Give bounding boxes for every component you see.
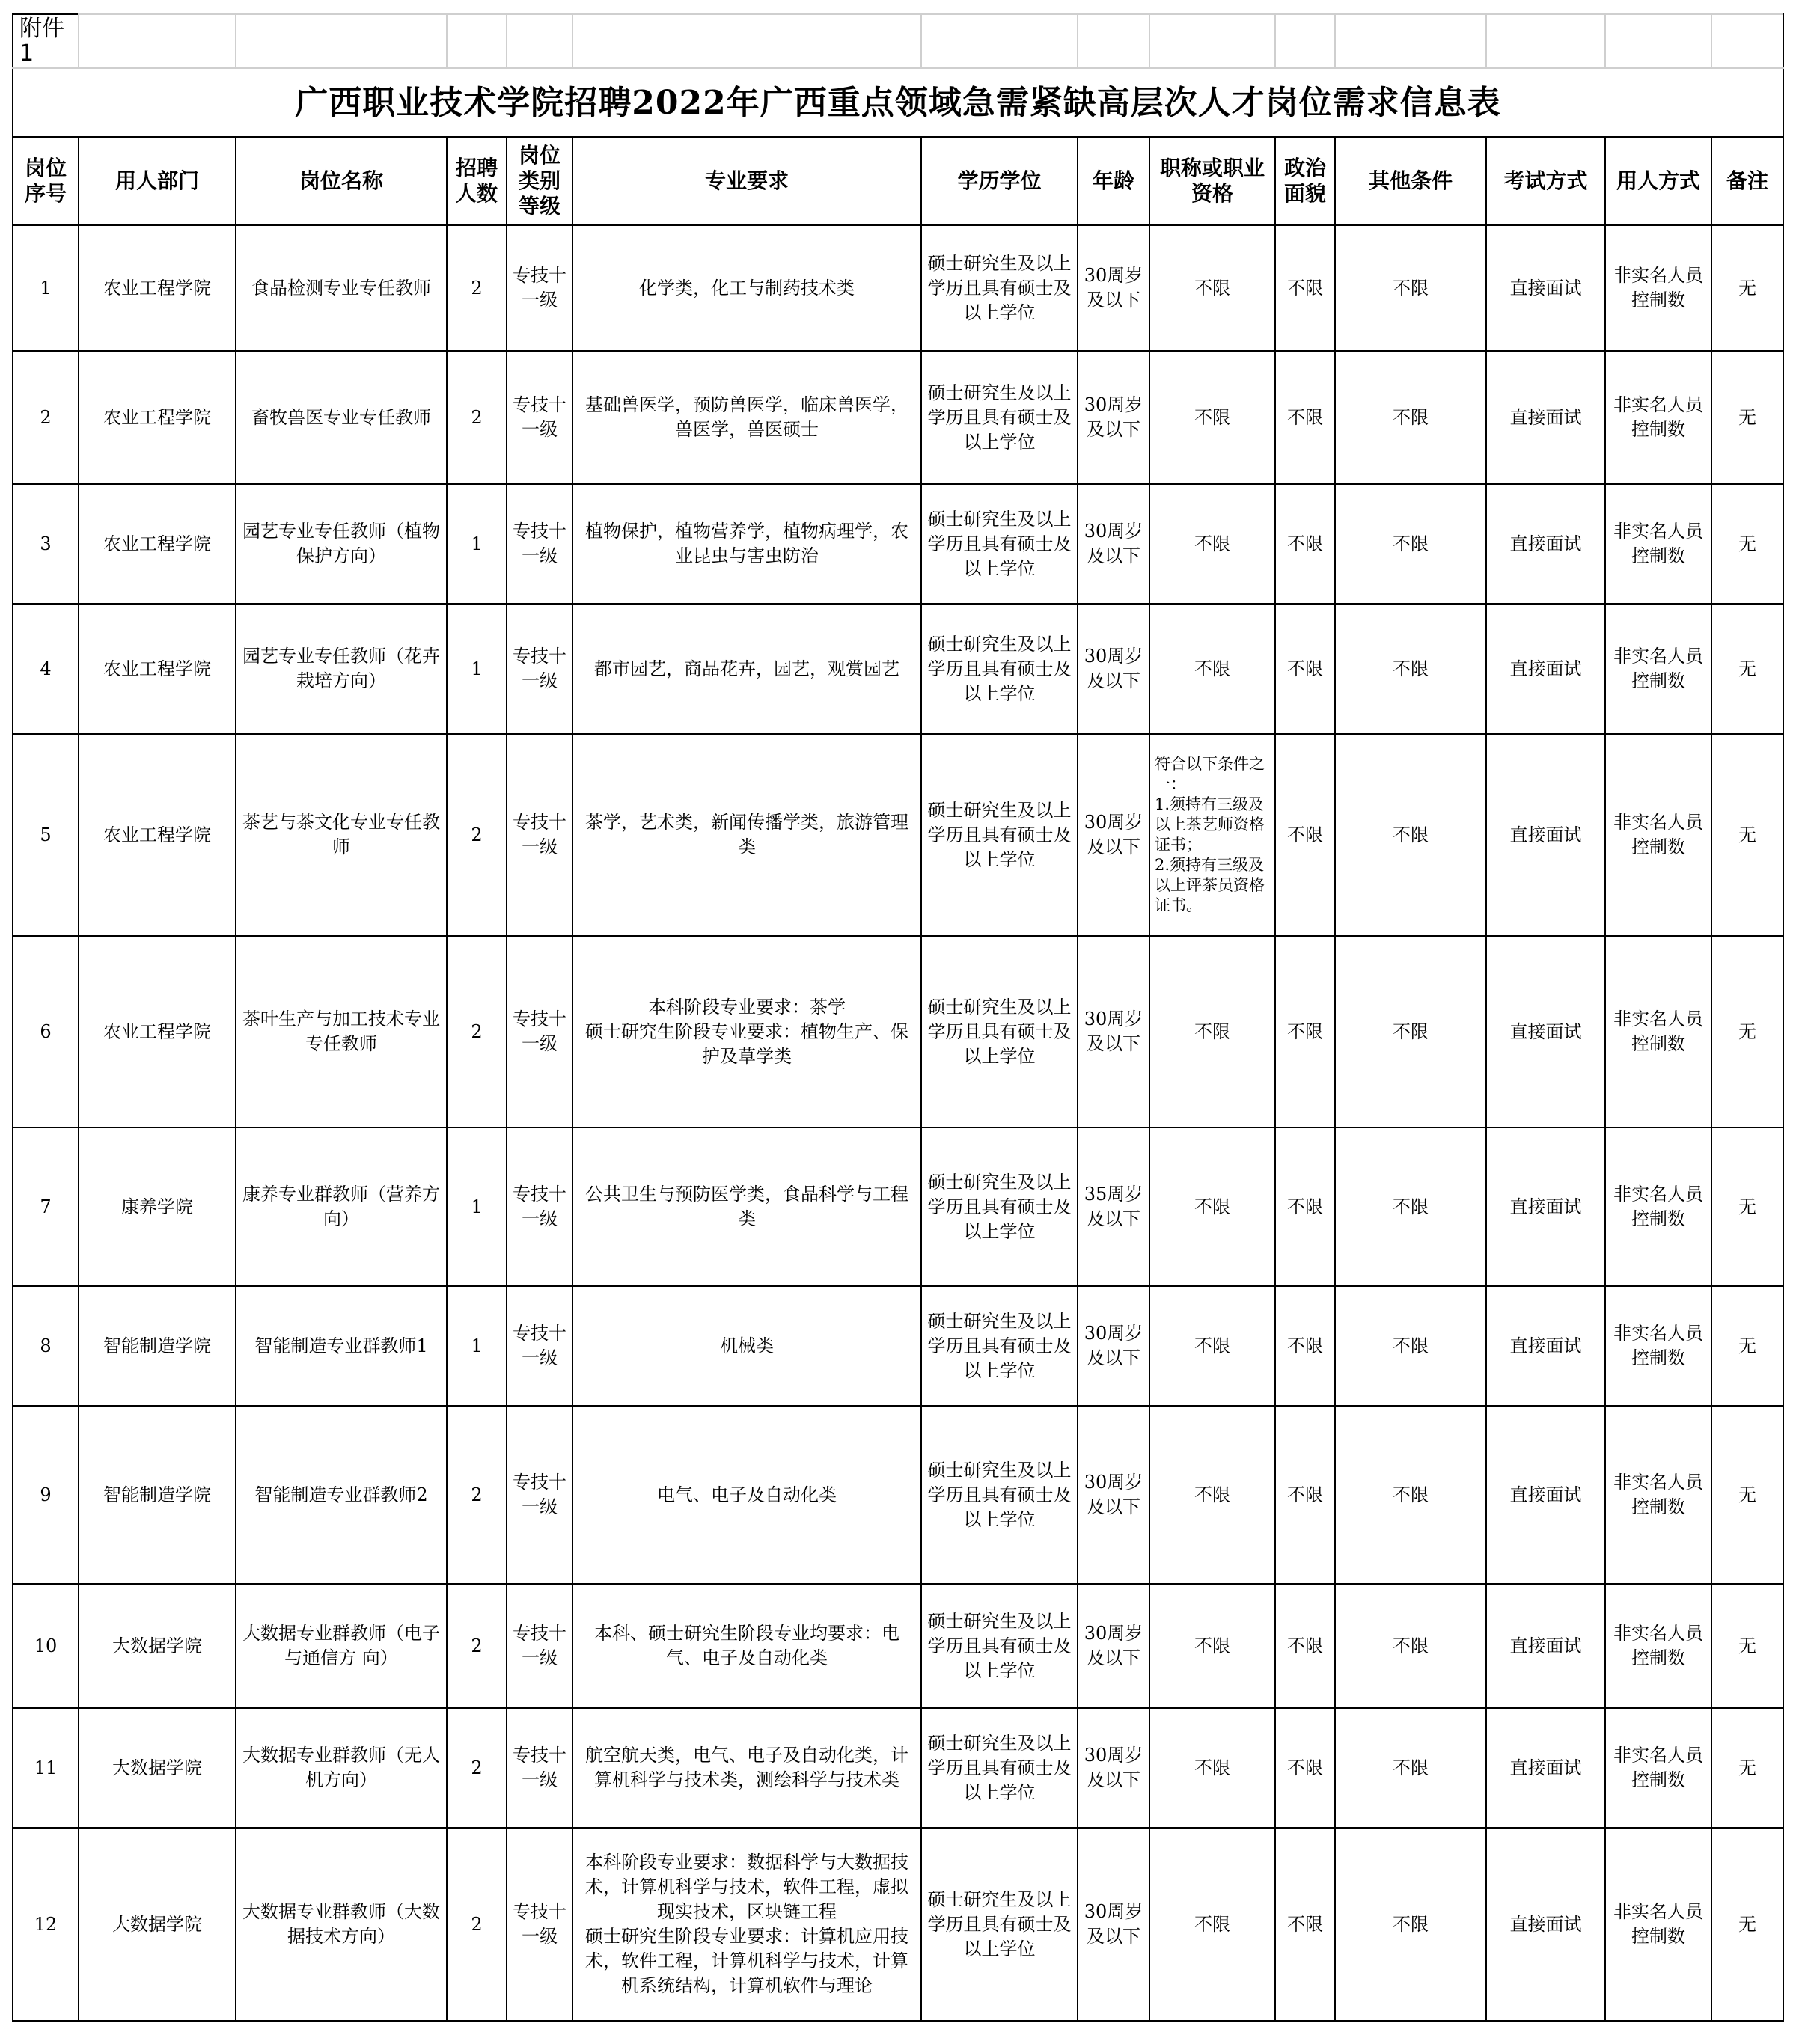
age-cell: 30周岁及以下 <box>1078 484 1149 604</box>
political-cell: 不限 <box>1275 351 1335 484</box>
level-cell: 专技十一级 <box>507 1708 572 1828</box>
exam-cell: 直接面试 <box>1486 936 1605 1127</box>
level-cell: 专技十一级 <box>507 484 572 604</box>
title-req-cell: 不限 <box>1149 1828 1275 2021</box>
dept-cell: 康养学院 <box>79 1127 236 1286</box>
major-cell: 航空航天类，电气、电子及自动化类，计算机科学与技术类，测绘科学与技术类 <box>572 1708 921 1828</box>
dept-cell: 农业工程学院 <box>79 936 236 1127</box>
header-cell: 学历学位 <box>921 137 1078 225</box>
header-cell: 岗位类别等级 <box>507 137 572 225</box>
count-cell: 2 <box>447 936 507 1127</box>
political-cell: 不限 <box>1275 1708 1335 1828</box>
exam-cell: 直接面试 <box>1486 1708 1605 1828</box>
table-row <box>13 1127 1783 1286</box>
employ-cell: 非实名人员控制数 <box>1605 351 1711 484</box>
post-no-cell: 11 <box>13 1708 79 1828</box>
exam-cell: 直接面试 <box>1486 351 1605 484</box>
post-name-cell: 茶艺与茶文化专业专任教师 <box>236 734 447 936</box>
count-cell: 2 <box>447 1584 507 1708</box>
note-cell: 无 <box>1711 604 1783 734</box>
level-cell: 专技十一级 <box>507 1584 572 1708</box>
title-req-cell: 不限 <box>1149 1584 1275 1708</box>
count-cell: 1 <box>447 604 507 734</box>
degree-cell: 硕士研究生及以上学历且具有硕士及以上学位 <box>921 734 1078 936</box>
note-cell: 无 <box>1711 936 1783 1127</box>
attachment-label: 附件1 <box>13 14 79 68</box>
post-no-cell: 3 <box>13 484 79 604</box>
employ-cell: 非实名人员控制数 <box>1605 1127 1711 1286</box>
title-req-cell: 不限 <box>1149 351 1275 484</box>
major-cell: 公共卫生与预防医学类，食品科学与工程类 <box>572 1127 921 1286</box>
title-row <box>13 68 1783 137</box>
post-no-cell: 12 <box>13 1828 79 2021</box>
employ-cell: 非实名人员控制数 <box>1605 225 1711 351</box>
political-cell: 不限 <box>1275 1406 1335 1584</box>
political-cell: 不限 <box>1275 1127 1335 1286</box>
major-cell: 本科、硕士研究生阶段专业均要求：电气、电子及自动化类 <box>572 1584 921 1708</box>
header-cell: 岗位名称 <box>236 137 447 225</box>
employ-cell: 非实名人员控制数 <box>1605 1286 1711 1406</box>
post-no-cell: 7 <box>13 1127 79 1286</box>
dept-cell: 农业工程学院 <box>79 484 236 604</box>
post-name-cell: 大数据专业群教师（电子与通信方 向） <box>236 1584 447 1708</box>
level-cell: 专技十一级 <box>507 734 572 936</box>
table-row <box>13 1286 1783 1406</box>
table-row <box>13 604 1783 734</box>
other-cell: 不限 <box>1335 734 1486 936</box>
level-cell: 专技十一级 <box>507 1828 572 2021</box>
degree-cell: 硕士研究生及以上学历且具有硕士及以上学位 <box>921 484 1078 604</box>
table-row <box>13 936 1783 1127</box>
degree-cell: 硕士研究生及以上学历且具有硕士及以上学位 <box>921 1286 1078 1406</box>
degree-cell: 硕士研究生及以上学历且具有硕士及以上学位 <box>921 225 1078 351</box>
exam-cell: 直接面试 <box>1486 604 1605 734</box>
note-cell: 无 <box>1711 225 1783 351</box>
header-cell: 用人方式 <box>1605 137 1711 225</box>
table-row <box>13 225 1783 351</box>
header-cell: 其他条件 <box>1335 137 1486 225</box>
table-row <box>13 734 1783 936</box>
exam-cell: 直接面试 <box>1486 225 1605 351</box>
count-cell: 2 <box>447 225 507 351</box>
attachment-row <box>13 14 1783 68</box>
post-name-cell: 智能制造专业群教师1 <box>236 1286 447 1406</box>
political-cell: 不限 <box>1275 604 1335 734</box>
post-name-cell: 大数据专业群教师（大数据技术方向） <box>236 1828 447 2021</box>
dept-cell: 农业工程学院 <box>79 734 236 936</box>
employ-cell: 非实名人员控制数 <box>1605 734 1711 936</box>
other-cell: 不限 <box>1335 1708 1486 1828</box>
title-req-cell: 不限 <box>1149 1286 1275 1406</box>
dept-cell: 农业工程学院 <box>79 604 236 734</box>
level-cell: 专技十一级 <box>507 225 572 351</box>
post-name-cell: 畜牧兽医专业专任教师 <box>236 351 447 484</box>
post-no-cell: 2 <box>13 351 79 484</box>
level-cell: 专技十一级 <box>507 1286 572 1406</box>
other-cell: 不限 <box>1335 1406 1486 1584</box>
note-cell: 无 <box>1711 484 1783 604</box>
political-cell: 不限 <box>1275 1286 1335 1406</box>
level-cell: 专技十一级 <box>507 604 572 734</box>
dept-cell: 大数据学院 <box>79 1584 236 1708</box>
degree-cell: 硕士研究生及以上学历且具有硕士及以上学位 <box>921 1127 1078 1286</box>
age-cell: 30周岁及以下 <box>1078 734 1149 936</box>
age-cell: 30周岁及以下 <box>1078 1584 1149 1708</box>
political-cell: 不限 <box>1275 734 1335 936</box>
count-cell: 2 <box>447 1708 507 1828</box>
table-row <box>13 1828 1783 2021</box>
age-cell: 30周岁及以下 <box>1078 936 1149 1127</box>
exam-cell: 直接面试 <box>1486 1286 1605 1406</box>
other-cell: 不限 <box>1335 1286 1486 1406</box>
post-name-cell: 园艺专业专任教师（花卉栽培方向） <box>236 604 447 734</box>
age-cell: 30周岁及以下 <box>1078 351 1149 484</box>
age-cell: 30周岁及以下 <box>1078 1406 1149 1584</box>
dept-cell: 农业工程学院 <box>79 225 236 351</box>
employ-cell: 非实名人员控制数 <box>1605 936 1711 1127</box>
employ-cell: 非实名人员控制数 <box>1605 1406 1711 1584</box>
header-cell: 备注 <box>1711 137 1783 225</box>
exam-cell: 直接面试 <box>1486 1127 1605 1286</box>
post-name-cell: 食品检测专业专任教师 <box>236 225 447 351</box>
post-no-cell: 9 <box>13 1406 79 1584</box>
count-cell: 2 <box>447 1406 507 1584</box>
major-cell: 茶学，艺术类，新闻传播学类，旅游管理类 <box>572 734 921 936</box>
major-cell: 植物保护，植物营养学，植物病理学，农业昆虫与害虫防治 <box>572 484 921 604</box>
title-req-cell: 符合以下条件之一： 1.须持有三级及以上茶艺师资格证书； 2.须持有三级及以上评茶员资格证书。 <box>1149 734 1275 936</box>
dept-cell: 智能制造学院 <box>79 1286 236 1406</box>
major-cell: 本科阶段专业要求：茶学 硕士研究生阶段专业要求：植物生产、保护及草学类 <box>572 936 921 1127</box>
post-no-cell: 1 <box>13 225 79 351</box>
political-cell: 不限 <box>1275 1584 1335 1708</box>
level-cell: 专技十一级 <box>507 936 572 1127</box>
major-cell: 化学类，化工与制药技术类 <box>572 225 921 351</box>
title-req-cell: 不限 <box>1149 936 1275 1127</box>
other-cell: 不限 <box>1335 1584 1486 1708</box>
political-cell: 不限 <box>1275 936 1335 1127</box>
note-cell: 无 <box>1711 1286 1783 1406</box>
exam-cell: 直接面试 <box>1486 734 1605 936</box>
degree-cell: 硕士研究生及以上学历且具有硕士及以上学位 <box>921 1708 1078 1828</box>
recruitment-table <box>12 13 1784 2022</box>
title-req-cell: 不限 <box>1149 1708 1275 1828</box>
degree-cell: 硕士研究生及以上学历且具有硕士及以上学位 <box>921 1584 1078 1708</box>
post-name-cell: 园艺专业专任教师（植物保护方向） <box>236 484 447 604</box>
count-cell: 2 <box>447 351 507 484</box>
other-cell: 不限 <box>1335 351 1486 484</box>
level-cell: 专技十一级 <box>507 1406 572 1584</box>
age-cell: 30周岁及以下 <box>1078 225 1149 351</box>
post-name-cell: 智能制造专业群教师2 <box>236 1406 447 1584</box>
other-cell: 不限 <box>1335 484 1486 604</box>
post-name-cell: 茶叶生产与加工技术专业专任教师 <box>236 936 447 1127</box>
age-cell: 30周岁及以下 <box>1078 1286 1149 1406</box>
title-req-cell: 不限 <box>1149 225 1275 351</box>
dept-cell: 智能制造学院 <box>79 1406 236 1584</box>
employ-cell: 非实名人员控制数 <box>1605 1708 1711 1828</box>
political-cell: 不限 <box>1275 484 1335 604</box>
other-cell: 不限 <box>1335 604 1486 734</box>
count-cell: 1 <box>447 1127 507 1286</box>
count-cell: 2 <box>447 1828 507 2021</box>
post-no-cell: 5 <box>13 734 79 936</box>
post-no-cell: 6 <box>13 936 79 1127</box>
age-cell: 30周岁及以下 <box>1078 1708 1149 1828</box>
employ-cell: 非实名人员控制数 <box>1605 484 1711 604</box>
note-cell: 无 <box>1711 1708 1783 1828</box>
table-row <box>13 1406 1783 1584</box>
major-cell: 电气、电子及自动化类 <box>572 1406 921 1584</box>
count-cell: 1 <box>447 1286 507 1406</box>
header-cell: 职称或职业资格 <box>1149 137 1275 225</box>
table-row <box>13 351 1783 484</box>
header-cell: 岗位序号 <box>13 137 79 225</box>
degree-cell: 硕士研究生及以上学历且具有硕士及以上学位 <box>921 1406 1078 1584</box>
header-cell: 招聘人数 <box>447 137 507 225</box>
header-cell: 政治面貌 <box>1275 137 1335 225</box>
exam-cell: 直接面试 <box>1486 1584 1605 1708</box>
post-no-cell: 8 <box>13 1286 79 1406</box>
major-cell: 本科阶段专业要求：数据科学与大数据技术，计算机科学与技术，软件工程，虚拟现实技术，区块链工程 硕士研究生阶段专业要求：计算机应用技术，软件工程，计算机科学与技术，计算机系统结构，计算机软件与理论 <box>572 1828 921 2021</box>
title-req-cell: 不限 <box>1149 1406 1275 1584</box>
title-req-cell: 不限 <box>1149 484 1275 604</box>
note-cell: 无 <box>1711 734 1783 936</box>
age-cell: 35周岁及以下 <box>1078 1127 1149 1286</box>
degree-cell: 硕士研究生及以上学历且具有硕士及以上学位 <box>921 351 1078 484</box>
header-cell: 专业要求 <box>572 137 921 225</box>
post-no-cell: 10 <box>13 1584 79 1708</box>
political-cell: 不限 <box>1275 225 1335 351</box>
major-cell: 都市园艺，商品花卉，园艺，观赏园艺 <box>572 604 921 734</box>
count-cell: 1 <box>447 484 507 604</box>
dept-cell: 大数据学院 <box>79 1828 236 2021</box>
other-cell: 不限 <box>1335 936 1486 1127</box>
exam-cell: 直接面试 <box>1486 484 1605 604</box>
degree-cell: 硕士研究生及以上学历且具有硕士及以上学位 <box>921 604 1078 734</box>
table-row <box>13 484 1783 604</box>
note-cell: 无 <box>1711 1828 1783 2021</box>
dept-cell: 农业工程学院 <box>79 351 236 484</box>
title-req-cell: 不限 <box>1149 604 1275 734</box>
header-cell: 年龄 <box>1078 137 1149 225</box>
major-cell: 机械类 <box>572 1286 921 1406</box>
note-cell: 无 <box>1711 351 1783 484</box>
exam-cell: 直接面试 <box>1486 1406 1605 1584</box>
note-cell: 无 <box>1711 1406 1783 1584</box>
employ-cell: 非实名人员控制数 <box>1605 1584 1711 1708</box>
dept-cell: 大数据学院 <box>79 1708 236 1828</box>
degree-cell: 硕士研究生及以上学历且具有硕士及以上学位 <box>921 1828 1078 2021</box>
employ-cell: 非实名人员控制数 <box>1605 1828 1711 2021</box>
title-req-cell: 不限 <box>1149 1127 1275 1286</box>
other-cell: 不限 <box>1335 225 1486 351</box>
table-row <box>13 1584 1783 1708</box>
header-cell: 用人部门 <box>79 137 236 225</box>
level-cell: 专技十一级 <box>507 351 572 484</box>
count-cell: 2 <box>447 734 507 936</box>
table-title: 广西职业技术学院招聘2022年广西重点领域急需紧缺高层次人才岗位需求信息表 <box>13 68 1783 137</box>
header-cell: 考试方式 <box>1486 137 1605 225</box>
major-cell: 基础兽医学，预防兽医学，临床兽医学，兽医学，兽医硕士 <box>572 351 921 484</box>
note-cell: 无 <box>1711 1584 1783 1708</box>
political-cell: 不限 <box>1275 1828 1335 2021</box>
other-cell: 不限 <box>1335 1127 1486 1286</box>
age-cell: 30周岁及以下 <box>1078 604 1149 734</box>
table-row <box>13 1708 1783 1828</box>
degree-cell: 硕士研究生及以上学历且具有硕士及以上学位 <box>921 936 1078 1127</box>
post-name-cell: 大数据专业群教师（无人机方向） <box>236 1708 447 1828</box>
post-no-cell: 4 <box>13 604 79 734</box>
level-cell: 专技十一级 <box>507 1127 572 1286</box>
post-name-cell: 康养专业群教师（营养方向） <box>236 1127 447 1286</box>
other-cell: 不限 <box>1335 1828 1486 2021</box>
exam-cell: 直接面试 <box>1486 1828 1605 2021</box>
age-cell: 30周岁及以下 <box>1078 1828 1149 2021</box>
employ-cell: 非实名人员控制数 <box>1605 604 1711 734</box>
header-row <box>13 137 1783 225</box>
note-cell: 无 <box>1711 1127 1783 1286</box>
